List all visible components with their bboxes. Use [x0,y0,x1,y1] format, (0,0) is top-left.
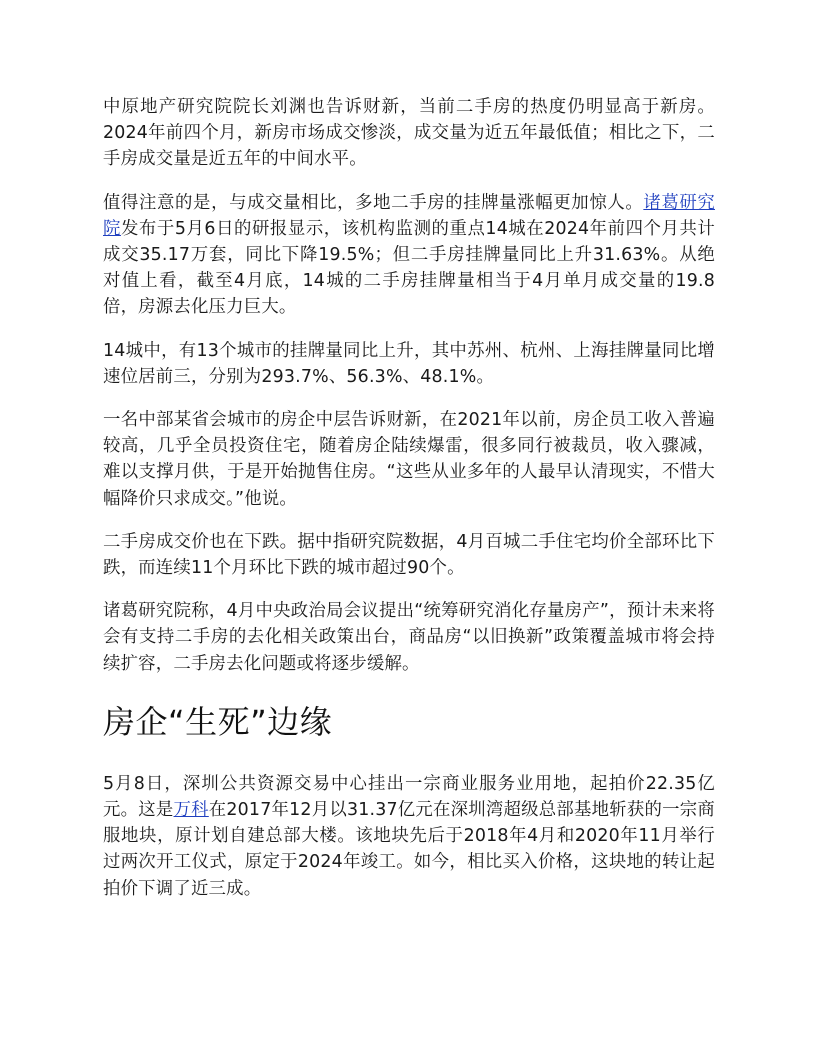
zhuge-research-link[interactable]: 诸葛研究院 [103,192,715,239]
paragraph-text: 在2017年12月以31.37亿元在深圳湾超级总部基地斩获的一宗商服地块，原计划自建总部大楼。该地块先后于2018年4月和2020年11月举行过两次开工仪式，原定于2024年竣工。如今，相比买入价格，这块地的转让起拍价下调了近三成。 [103,800,715,899]
paragraph-text: 发布于5月6日的研报显示，该机构监测的重点14城在2024年前四个月共计成交35.17万套，同比下降19.5%；但二手房挂牌量同比上升31.63%。从绝对值上看，截至4月底，14城的二手房挂牌量相当于4月单月成交量的19.8倍，房源去化压力巨大。 [103,218,716,318]
paragraph-secondhand-heat [103,94,715,173]
paragraph-text: 5月8日，深圳公共资源交易中心挂出一宗商业服务业用地，起拍价22.35亿元。这是 [103,773,715,821]
paragraph-14-cities [103,338,715,390]
paragraph-text: 二手房成交价也在下跌。据中指研究院数据，4月百城二手住宅均价全部环比下跌，而连续11个月环比下跌的城市超过90个。 [103,531,715,579]
vanke-link[interactable]: 万科 [173,800,209,821]
paragraph-developer-employee [103,407,715,512]
paragraph-text: 14城中，有13个城市的挂牌量同比上升，其中苏州、杭州、上海挂牌量同比增速位居前三，分别为293.7%、56.3%、48.1%。 [103,340,715,387]
paragraph-price-decline [103,529,715,581]
paragraph-policy-outlook [103,598,715,677]
paragraph-text: 一名中部某省会城市的房企中层告诉财新，在2021年以前，房企员工收入普遍较高，几乎全员投资住宅，随着房企陆续爆雷，很多同行被裁员，收入骤减，难以支撑月供，于是开始抛售住房。“这些从业多年的人最早认清现实，不惜大幅降价只求成交。”他说。 [103,410,715,509]
paragraph-text: 诸葛研究院称，4月中央政治局会议提出“统筹研究消化存量房产”，预计未来将会有支持二手房的去化相关政策出台，商品房“以旧换新”政策覆盖城市将会持续扩容，二手房去化问题或将逐步缓解。 [103,601,715,674]
article-body [103,94,715,919]
paragraph-shenzhen-land [103,771,715,902]
paragraph-text: 值得注意的是，与成交量相比，多地二手房的挂牌量涨幅更加惊人。 [103,192,644,213]
section-heading: 房企“生死”边缘 [103,702,333,741]
paragraph-text: 中原地产研究院院长刘渊也告诉财新，当前二手房的热度仍明显高于新房。2024年前四个月，新房市场成交惨淡，成交量为近五年最低值；相比之下，二手房成交量是近五年的中间水平。 [103,97,715,170]
paragraph-listing-volume [103,190,715,321]
